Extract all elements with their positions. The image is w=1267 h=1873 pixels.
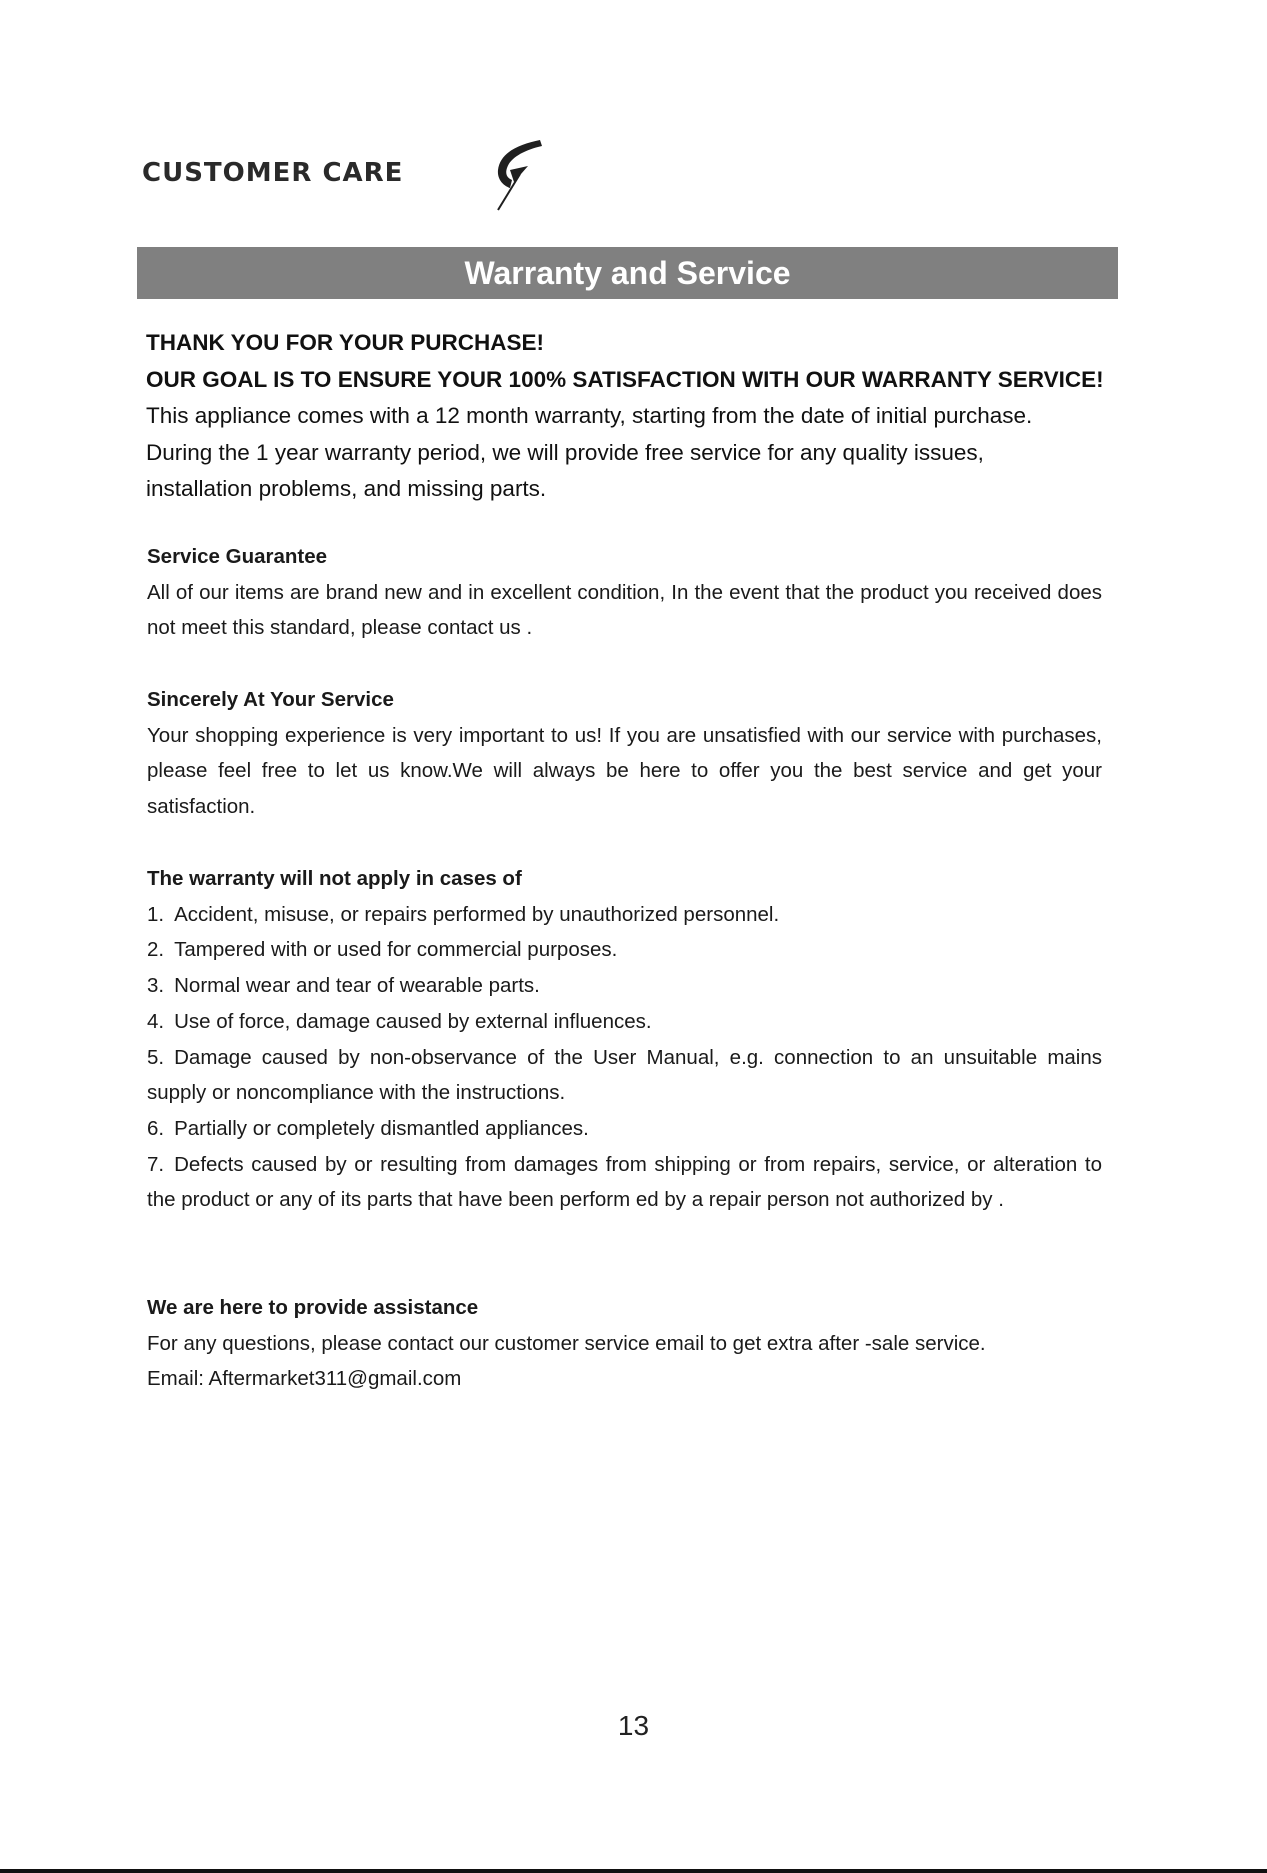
- list-number: 2.: [147, 938, 165, 962]
- page-number: 13: [617, 1710, 650, 1741]
- list-text: Accident, misuse, or repairs performed by unauthorized personnel.: [174, 902, 780, 926]
- section-heading: Service Guarantee: [147, 545, 328, 568]
- section-body: All of our items are brand new and in excellent condition, In the event that the product you received does not meet this standard, please contact us .: [147, 580, 1102, 640]
- list-item: [147, 897, 1102, 933]
- service-guarantee-section: [147, 539, 1102, 646]
- intro-goal: OUR GOAL IS TO ENSURE YOUR 100% SATISFACTION WITH OUR WARRANTY SERVICE!: [146, 366, 1104, 392]
- list-text: Use of force, damage caused by external influences.: [174, 1009, 652, 1033]
- list-item: [147, 968, 1102, 1004]
- intro-warranty-scope: During the 1 year warranty period, we will provide free service for any quality issues,: [146, 439, 984, 465]
- list-number: 5.: [147, 1045, 165, 1069]
- brand-logo-icon: [490, 136, 548, 212]
- list-text: Normal wear and tear of wearable parts.: [174, 974, 540, 998]
- brand-heading: CUSTOMER CARE: [142, 158, 404, 188]
- section-body: For any questions, please contact our customer service email to get extra after -sale service.: [147, 1331, 986, 1355]
- list-number: 3.: [147, 974, 165, 998]
- list-text: Tampered with or used for commercial purposes.: [174, 938, 618, 962]
- page-title: Warranty and Service: [137, 247, 1118, 299]
- bottom-divider: [0, 1869, 1267, 1873]
- list-number: 6.: [147, 1116, 165, 1140]
- intro-warranty-length: This appliance comes with a 12 month warranty, starting from the date of initial purchase.: [146, 403, 1033, 428]
- assistance-section: [147, 1290, 1102, 1397]
- section-heading: We are here to provide assistance: [147, 1296, 479, 1319]
- section-heading: Sincerely At Your Service: [147, 688, 394, 711]
- list-item: [147, 1147, 1102, 1218]
- intro-thanks: THANK YOU FOR YOUR PURCHASE!: [146, 330, 544, 355]
- section-heading: The warranty will not apply in cases of: [147, 867, 522, 890]
- list-item: [147, 1004, 1102, 1040]
- list-item: [147, 1111, 1102, 1147]
- list-text: Defects caused by or resulting from damages from shipping or from repairs, service, or alteration to the product or any of its parts that have been perform ed by a repair person not authorized by .: [147, 1152, 1102, 1212]
- list-item: [147, 1040, 1102, 1111]
- list-number: 1.: [147, 902, 165, 926]
- list-item: [147, 932, 1102, 968]
- list-number: 7.: [147, 1152, 165, 1176]
- intro-block: [146, 325, 1126, 508]
- warranty-exclusions-section: [147, 861, 1102, 1218]
- list-number: 4.: [147, 1009, 165, 1033]
- list-text: Damage caused by non-observance of the User Manual, e.g. connection to an unsuitable mains supply or noncompliance with the instructions.: [147, 1045, 1102, 1105]
- list-text: Partially or completely dismantled appliances.: [174, 1116, 589, 1140]
- section-body: Your shopping experience is very important to us! If you are unsatisfied with our service with purchases, please feel free to let us know.We will always be here to offer you the best service and get your satisfaction.: [147, 723, 1102, 819]
- contact-email: Email: Aftermarket311@gmail.com: [147, 1367, 462, 1391]
- intro-warranty-scope-cont: installation problems, and missing parts.: [146, 476, 547, 501]
- at-your-service-section: [147, 682, 1102, 825]
